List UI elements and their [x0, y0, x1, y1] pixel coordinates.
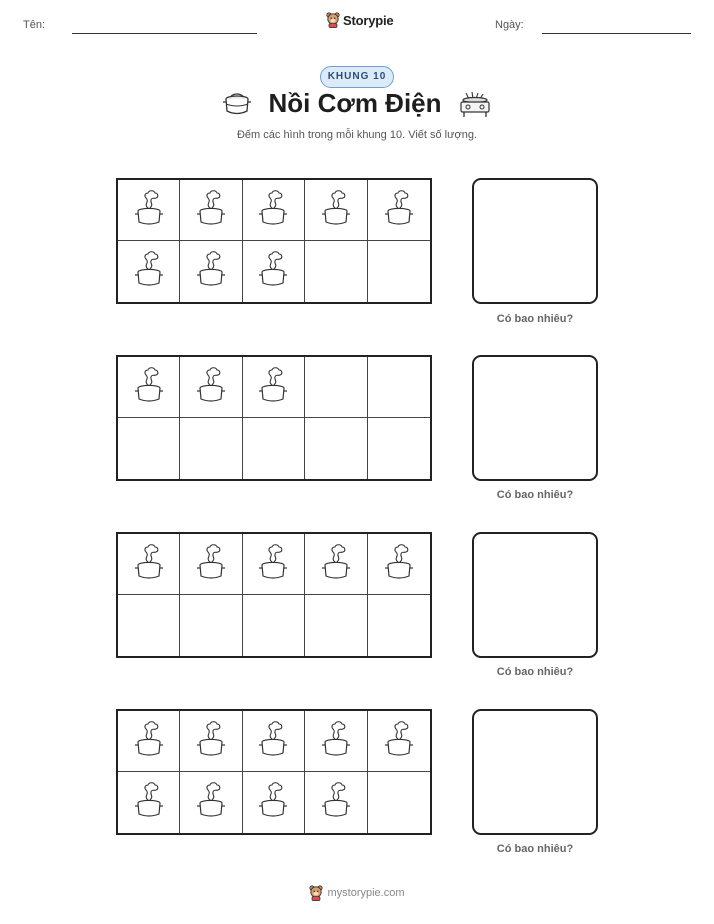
- rice-cooker-pot-icon: [195, 720, 227, 763]
- frame-cell: [305, 595, 367, 656]
- frame-cell: [118, 357, 180, 418]
- answer-label-1: Có bao nhiêu?: [496, 313, 574, 325]
- frame-cell: [243, 772, 305, 833]
- frame-cell: [180, 357, 242, 418]
- frame-cell: [118, 241, 180, 302]
- rice-cooker-pot-icon: [133, 366, 165, 409]
- frame-cell: [243, 418, 305, 479]
- footer: [0, 885, 714, 901]
- frame-cell: [368, 711, 430, 772]
- answer-label-2: Có bao nhiêu?: [496, 489, 574, 501]
- frame-cell: [118, 772, 180, 833]
- frame-cell: [368, 595, 430, 656]
- answer-label-4: Có bao nhiêu?: [496, 843, 574, 855]
- frame-cell: [118, 180, 180, 241]
- date-line[interactable]: [542, 33, 691, 34]
- frame-cell: [180, 241, 242, 302]
- rice-cooker-pot-icon: [195, 366, 227, 409]
- frame-cell: [180, 180, 242, 241]
- footer-url: mystorypie.com: [327, 887, 405, 899]
- frame-cell: [243, 180, 305, 241]
- rice-cooker-pot-icon: [133, 781, 165, 824]
- rice-cooker-pot-icon: [195, 250, 227, 293]
- bear-mascot-icon: [309, 885, 323, 901]
- rice-cooker-pot-icon: [133, 189, 165, 232]
- frame-cell: [118, 534, 180, 595]
- frame-cell: [368, 418, 430, 479]
- page-title: Nồi Cơm Điện: [268, 88, 442, 118]
- frame-cell: [180, 418, 242, 479]
- frame-cell: [118, 418, 180, 479]
- frame-cell: [305, 180, 367, 241]
- answer-label-3: Có bao nhiêu?: [496, 666, 574, 678]
- rice-cooker-pot-icon: [320, 543, 352, 586]
- frame-cell: [368, 534, 430, 595]
- frame-cell: [243, 357, 305, 418]
- rice-cooker-pot-icon: [383, 720, 415, 763]
- instructions: Đếm các hình trong mỗi khung 10. Viết số lượng.: [236, 129, 477, 141]
- frame-cell: [368, 772, 430, 833]
- frame-cell: [243, 595, 305, 656]
- frame-cell: [118, 711, 180, 772]
- date-label: Ngày:: [495, 19, 524, 31]
- frame-cell: [243, 711, 305, 772]
- rice-cooker-icon: [222, 91, 252, 117]
- rice-cooker-pot-icon: [257, 189, 289, 232]
- answer-box-3[interactable]: [472, 532, 598, 658]
- title-row: [0, 88, 714, 119]
- answer-box-2[interactable]: [472, 355, 598, 481]
- ten-frame-badge: KHUNG 10: [320, 66, 394, 88]
- rice-cooker-pot-icon: [257, 543, 289, 586]
- rice-cooker-pot-icon: [383, 543, 415, 586]
- rice-cooker-pot-icon: [320, 720, 352, 763]
- frame-cell: [305, 772, 367, 833]
- ten-frame-2: [116, 355, 432, 481]
- frame-cell: [368, 241, 430, 302]
- frame-cell: [305, 241, 367, 302]
- frame-cell: [118, 595, 180, 656]
- frame-cell: [243, 534, 305, 595]
- frame-cell: [180, 711, 242, 772]
- frame-cell: [180, 595, 242, 656]
- name-label: Tên:: [23, 19, 46, 31]
- frame-cell: [180, 772, 242, 833]
- ten-frame-4: [116, 709, 432, 835]
- frame-cell: [368, 357, 430, 418]
- rice-cooker-pot-icon: [383, 189, 415, 232]
- answer-box-4[interactable]: [472, 709, 598, 835]
- frame-cell: [305, 418, 367, 479]
- ten-frame-1: [116, 178, 432, 304]
- rice-cooker-pot-icon: [257, 250, 289, 293]
- rice-cooker-pot-icon: [133, 543, 165, 586]
- ten-frame-3: [116, 532, 432, 658]
- rice-cooker-pot-icon: [320, 781, 352, 824]
- bear-mascot-icon: [326, 12, 340, 28]
- rice-cooker-pot-icon: [133, 720, 165, 763]
- rice-cooker-pot-icon: [320, 189, 352, 232]
- rice-cooker-pot-icon: [257, 720, 289, 763]
- brand-logo: [326, 12, 393, 28]
- frame-cell: [243, 241, 305, 302]
- stove-icon: [458, 90, 492, 118]
- name-line[interactable]: [72, 33, 257, 34]
- answer-box-1[interactable]: [472, 178, 598, 304]
- frame-cell: [180, 534, 242, 595]
- frame-cell: [305, 711, 367, 772]
- rice-cooker-pot-icon: [195, 781, 227, 824]
- brand-name: Storypie: [343, 12, 394, 28]
- frame-cell: [305, 357, 367, 418]
- rice-cooker-pot-icon: [257, 781, 289, 824]
- rice-cooker-pot-icon: [195, 189, 227, 232]
- frame-cell: [368, 180, 430, 241]
- rice-cooker-pot-icon: [195, 543, 227, 586]
- frame-cell: [305, 534, 367, 595]
- rice-cooker-pot-icon: [133, 250, 165, 293]
- rice-cooker-pot-icon: [257, 366, 289, 409]
